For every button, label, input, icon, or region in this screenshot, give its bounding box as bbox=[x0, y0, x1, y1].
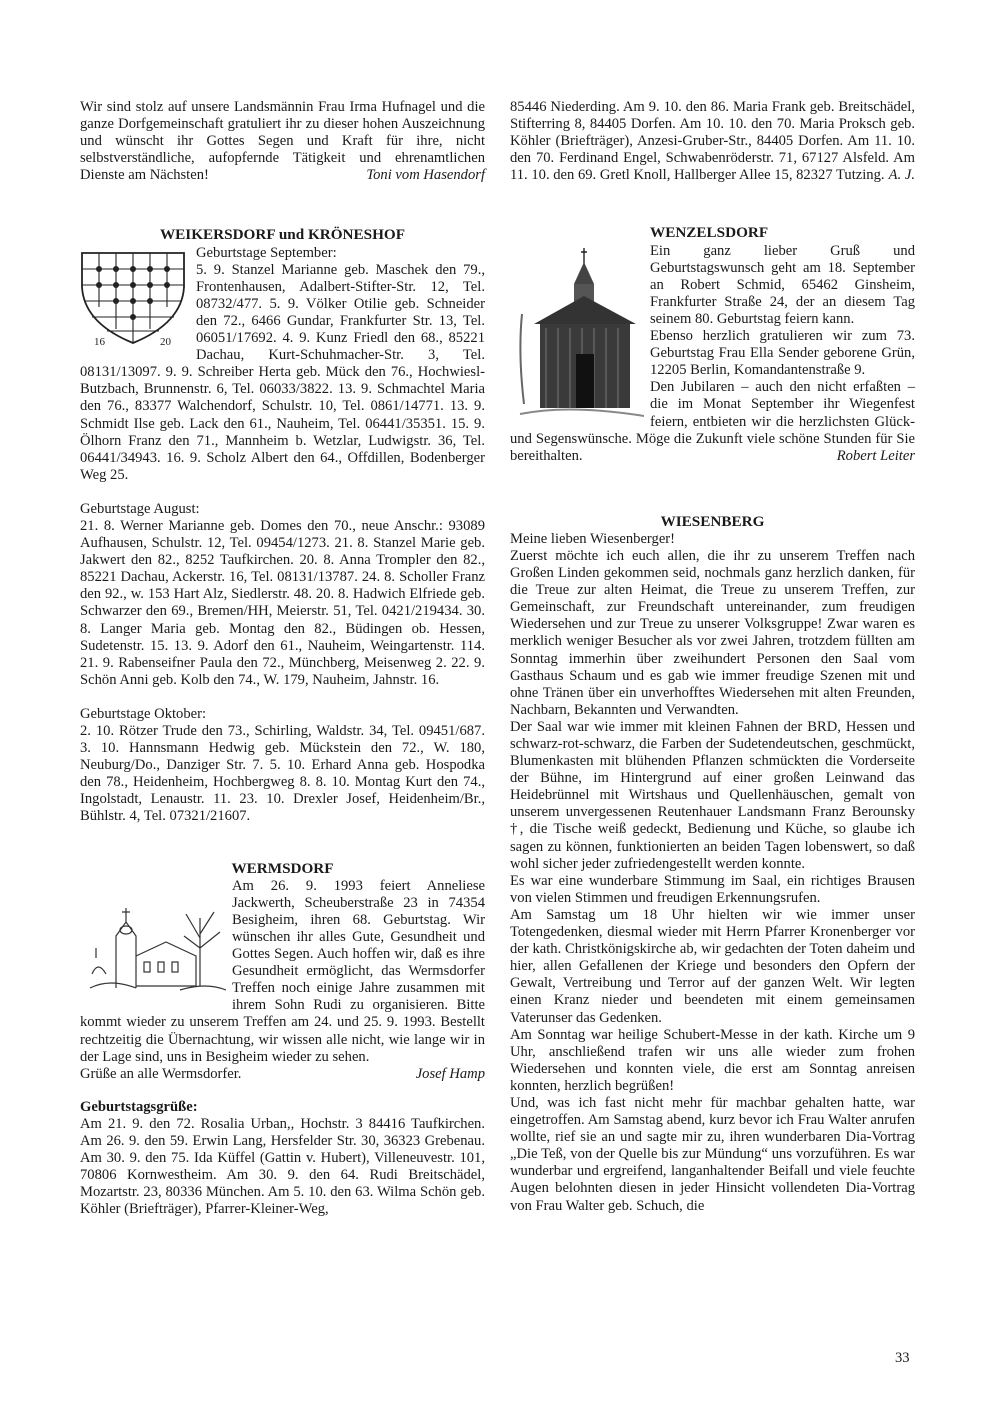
wiesenberg-heading: WIESENBERG bbox=[660, 512, 765, 530]
wiesenberg-paragraph-3: Es war eine wunderbare Stimmung im Saal, ein richtiges Brausen von vielen Stimmen und freudigen Erkennungsrufen. bbox=[510, 872, 915, 906]
signature-toni: Toni vom Hasendorf bbox=[366, 167, 485, 184]
signature-aj: A. J. bbox=[888, 167, 915, 184]
wenzelsdorf-chapel-photo bbox=[510, 224, 644, 422]
wermsdorf-heading: WERMSDORF bbox=[231, 859, 334, 877]
coat-of-arms bbox=[74, 247, 192, 349]
wiesenberg-paragraph-5: Am Sonntag war heilige Schubert-Messe in der kath. Kirche um 9 Uhr, anschließend trafen wir uns alle wieder zum frohen Wiedersehen und konnten viele, die erst am Sonntag anreisen konnten, herzlich begrüßen! bbox=[510, 1026, 915, 1094]
continued-birthdays: 85446 Niederding. Am 9. 10. den 86. Maria Frank geb. Breitschädel, Stifterring 8, 84405 Dorfen. Am 10. 10. den 70. Maria Proksch geb. Köhler (Briefträger), Anzesi-Gruber-Str., 84405 Dorfen. Am 11. 10. den 70. Ferdinand Engel, Schwabenröderstr. 71, 67127 Alsfeld. Am 11. 10. den 69. Gretl Knoll, Hallberger Allee 15, 82327 Tutzing. A. J. bbox=[510, 99, 915, 184]
august-label: Geburtstage August: bbox=[80, 500, 200, 517]
september-birthdays: 5. 9. Stanzel Marianne geb. Maschek den 79., Frontenhausen, Adalbert-Stifter-Str. 12, Tel. 08732/477. 5. 9. Völker Otilie geb. Schneider den 72., 6466 Gundar, Frankfurter Str. 13, Tel. 06051/17692. 4. 9. Kunz Friedl den 68., 85221 Dachau, Kurt-Schuhmacher-Str. 3, Tel. 08131/13097. 9. 9. Schreiber Herta geb. Mück den 76., Hochwiesl-Butzbach, Brunnenstr. 6, Tel. 06033/3822. 13. 9. Schmachtel Maria den 76., 83377 Walchendorf, Schulstr. 10, Tel. 0861/14771. 13. 9. Schmidt Ilse geb. Lack den 61., Nauheim, Tel. 06441/35351. 15. 9. Ölhorn Franz den 71., Mannheim b. Wetzlar, Ludwigstr. 36, Tel. 06441/34943. 16. 9. Scholz Albert den 64., Offdillen, Bodenberger Weg 25. bbox=[80, 261, 485, 483]
hufnagel-paragraph: Wir sind stolz auf unsere Landsmännin Frau Irma Hufnagel und die ganze Dorfgemeinschaft gratuliert ihr zu dieser hohen Auszeichnung und wünscht ihr Gottes Segen und Kraft für ihre, nicht selbstverständliche, aufopfernde Tätigkeit und ehrenamtlichen Dienste am Nächsten! Toni vom Hasendorf bbox=[80, 99, 485, 184]
wermsdorf-church-drawing bbox=[80, 878, 226, 1000]
wiesenberg-paragraph-4: Am Samstag um 18 Uhr hielten wir wie immer unser Totengedenken, diesmal wieder mit Herrn Pfarrer Kronenberger vor der kath. Christkönigskirche ab, wir gedachten der Toten daheim und hier, allen Gefallenen der Kriege und besonders den Opfern der Gewalt, Vertreibung und Terror auf der ganzen Welt. Wir legten einen Kranz nieder und beendeten mit einem gemeinsamen Vaterunser das Gedenken. bbox=[510, 906, 915, 1026]
wenzelsdorf-text-2: Ebenso herzlich gratulieren wir zum 73. Geburtstag Frau Ella Sender geborene Grün, 12205 Berlin, Komandantenstraße 9. bbox=[650, 328, 915, 379]
wenzelsdorf-text-1: Ein ganz lieber Gruß und Geburtstagswunsch geht am 18. September an Robert Schmid, 65462 Ginsheim, Frankfurter Straße 24, der an diesem Tag seinem 80. Geburtstag feiern kann. bbox=[650, 242, 915, 327]
wenzelsdorf-text-3: Den Jubilaren – auch den nicht erfaßten – die im Monat September ihr Wiegenfest feiern, entbieten wir die herzlichsten Glück- und Segenswünsche. Möge die Zukunft viele schöne Stunden für Sie bereithalten. Robert Leiter bbox=[510, 379, 915, 464]
crest-label-right: 20 bbox=[160, 335, 171, 348]
wenzelsdorf-heading: WENZELSDORF bbox=[650, 224, 769, 242]
wermsdorf-text: Am 26. 9. 1993 feiert Anneliese Jackwerth, Scheuberstraße 23 in 74354 Besigheim, ihren 68. Geburtstag. Wir wünschen ihr alles Gute, Gesundheit und Gottes Segen. Auch hoffen wir, daß es ihre Gesundheit ermöglicht, das Wermsdorfer Treffen noch einige Jahre zusammen mit ihrem Sohn Rudi zu organisieren. Bitte kommt wieder zu unserem Treffen am 24. und 25. 9. 1993. Bestellt rechtzeitig die Übernachtung, wir wissen alle nicht, wie lange wir in der Lage sind, uns in Besigheim wieder zu sehen. bbox=[80, 877, 485, 1065]
shield-icon bbox=[74, 247, 192, 349]
september-label: Geburtstage September: bbox=[196, 244, 337, 261]
page-number: 33 bbox=[895, 1350, 910, 1366]
august-birthdays: 21. 8. Werner Marianne geb. Domes den 70., neue Anschr.: 93089 Aufhausen, Schulstr. 12, Tel. 09454/1273. 21. 8. Stanzel Marie geb. Jakwert den 82., 8252 Taufkirchen. 20. 8. Anna Trompler den 82., 85221 Dachau, Ackerstr. 16, Tel. 08131/13787. 24. 8. Scholler Franz den 92., w. 153 Hart Alz, Siedlerstr. 48. 20. 8. Hadwich Elfriede geb. Schwarzer den 69., Bremen/HH, Meierstr. 51, Tel. 0421/219434. 30. 8. Langer Maria geb. Montag den 82., Büdingen ob. Hessen, Sudetenstr. 15. 13. 9. Adorf den 61., Nauheim, Weingartenstr. 114. 21. 9. Rabenseifner Paula den 72., Münchberg, Meisenweg 2. 22. 9. Schön Anni geb. Kolb den 74., W. 179, Nauheim, Jahnstr. 16. bbox=[80, 517, 485, 688]
wiesenberg-paragraph-1: Zuerst möchte ich euch allen, die ihr zu unserem Treffen nach Großen Linden gekommen seid, nochmals ganz herzlich danken, für die Treue zur alten Heimat, die Treue zu unserem Treffen, zur Gemeinschaft, zur Freundschaft untereinander, zum freudigen Wiedersehen und zur Treue zu unserer Volksgruppe! Zwar waren es merklich weniger Besucher als vor zwei Jahren, trotzdem füllten am Sonntag immerhin über zweihundert Personen den Saal vom Gasthaus Schaum und es gab wie immer freudige Szenen mit und ohne Tränen über ein unverhofftes Wiedersehen mit alten Freunden, Nachbarn, Bekannten und Verwandten. bbox=[510, 547, 915, 718]
chapel-icon bbox=[510, 224, 644, 422]
wiesenberg-salutation: Meine lieben Wiesenberger! bbox=[510, 530, 676, 547]
october-birthdays: 2. 10. Rötzer Trude den 73., Schirling, Waldstr. 34, Tel. 09451/687. 3. 10. Hannsmann Hedwig geb. Mückstein den 72., W. 180, Neuburg/Do., Danziger Str. 7. 5. 10. Erhard Anna geb. Hospodka den 78., Heidenheim, Hochbergweg 8. 8. 10. Montag Kurt den 74., Ingolstadt, Lenaustr. 11. 23. 10. Drexler Josef, Heidenheim/Br., Bühlstr. 4, Tel. 07321/21607. bbox=[80, 723, 485, 825]
signature-josef-hamp: Josef Hamp bbox=[415, 1065, 485, 1082]
church-icon bbox=[80, 878, 226, 1000]
weikersdorf-heading: WEIKERSDORF und KRÖNESHOF bbox=[159, 226, 406, 244]
right-column bbox=[510, 99, 915, 1215]
signature-robert-leiter: Robert Leiter bbox=[836, 447, 915, 464]
left-column bbox=[80, 99, 485, 1218]
wiesenberg-paragraph-6: Und, was ich fast nicht mehr für machbar gehalten hatte, war eingetroffen. Am Samstag abend, kurz bevor ich Frau Walter anrufen wollte, rief sie an und sagte mir zu, ihren wunderbaren Dia-Vortrag „Die Teß, von der Quelle bis zur Mündung“ uns vorzuführen. Es war wunderbar und ergreifend, langanhaltender Beifall und viele feuchte Augen belohnten diesen in jeder Hinsicht vollendeten Dia-Vortrag von Frau Walter geb. Schuch, die bbox=[510, 1094, 915, 1214]
crest-label-left: 16 bbox=[94, 335, 105, 348]
october-label: Geburtstage Oktober: bbox=[80, 705, 207, 722]
wiesenberg-paragraph-2: Der Saal war wie immer mit kleinen Fahnen der BRD, Hessen und schwarz-rot-schwarz, die Farben der Sudetendeutschen, geschmückt, Blumenkasten mit blühenden Pflanzen schmückten die Vorderseite der Bühne, im Hintergrund auf einer großen Leinwand das Heidebrünnel mit Wirtshaus und Quellenhäuschen, gemalt von unserem unvergessenen Reutenhauer Landsmann Franz Berounsky †, die Tische weiß gedeckt, Bedienung und Küche, so glaube ich sagen zu können, funktionierten an beiden Tagen lobenswert, so daß wohl sicher jeder zufriedengestellt werden konnte. bbox=[510, 718, 915, 872]
geburtstagsgruesse-text: Am 21. 9. den 72. Rosalia Urban,, Hochstr. 3 84416 Taufkirchen. Am 26. 9. den 59. Erwin Lang, Hersfelder Str. 30, 36323 Grebenau. Am 30. 9. den 75. Ida Küffel (Gattin v. Hubert), Villeneuvestr. 101, 70806 Kornwestheim. Am 30. 9. den 64. Rudi Breitschädel, Mozartstr. 23, 80336 München. Am 5. 10. den 63. Wilma Schön geb. Köhler (Briefträger), Pfarrer-Kleiner-Weg, bbox=[80, 1115, 485, 1218]
geburtstagsgruesse-heading: Geburtstagsgrüße: bbox=[80, 1098, 198, 1115]
wermsdorf-greeting: Grüße an alle Wermsdorfer. Josef Hamp bbox=[80, 1065, 485, 1082]
